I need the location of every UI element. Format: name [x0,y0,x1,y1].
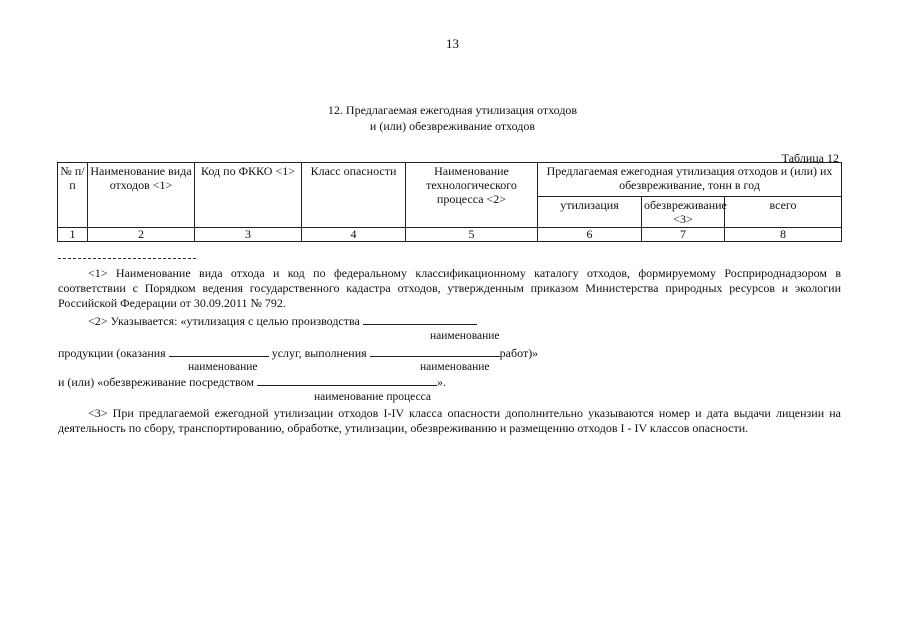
header-annual-utilization: Предлагаемая ежегодная утилизация отходов и (или) их обезвреживание, тонн в год [538,163,842,197]
blank-caption: наименование [430,330,500,342]
header-neutralization: обезвреживание <3> [642,197,725,228]
header-utilization: утилизация [538,197,642,228]
header-process-name: Наименование технологического процесса <2> [406,163,538,228]
production-blank [363,313,477,325]
footnote-2-lead-text: <2> Указывается: «утилизация с целью производства [88,314,360,328]
footnote-separator [58,258,196,259]
footnote-3: <3> При предлагаемой ежегодной утилизации отходов I-IV класса опасности дополнительно указываются номер и дата выдачи лицензии на деятельность по сбору, транспортированию, обработке, утилизации, обезвреживанию и размещению отходов I - IV классов опасности. [58,406,841,435]
blank-caption: наименование процесса [314,391,432,403]
column-number: 7 [642,228,725,242]
line2-text-c: работ)» [499,346,539,360]
footnote-1: <1> Наименование вида отхода и код по федеральному классификационному каталогу отходов, формируемому Росприроднадзором в соответствии с Порядком ведения государственного кадастра отходов, утвержденным приказом Министерства природных ресурсов и экологии Российской Федерации от 30.09.2011 № 792. [58,266,841,310]
table-label: Таблица 12 [781,151,839,165]
blank-caption: наименование [420,361,490,373]
line3-text-a: и (или) «обезвреживание посредством [58,375,254,389]
footnote-2-line2 [58,345,538,360]
header-total: всего [725,197,842,228]
line3-text-b: ». [436,375,446,389]
header-row-number: № п/п [58,163,88,228]
column-number: 8 [725,228,842,242]
services-blank [169,345,269,357]
works-blank [370,345,500,357]
footnote-2-lead [88,313,477,328]
page-number: 13 [446,36,459,51]
line2-text-b: услуг, выполнения [271,346,367,360]
footnote-2-line3 [58,374,446,389]
blank-caption: наименование [188,361,258,373]
section-title: 12. Предлагаемая ежегодная утилизация отходов [327,103,578,117]
header-waste-name: Наименование вида отходов <1> [88,163,195,228]
column-number: 2 [88,228,195,242]
line2-text-a: продукции (оказания [58,346,166,360]
column-number: 6 [538,228,642,242]
header-hazard-class: Класс опасности [302,163,406,228]
waste-utilization-table [57,162,842,242]
section-title-continued: и (или) обезвреживание отходов [369,119,536,133]
column-number: 5 [406,228,538,242]
column-number: 4 [302,228,406,242]
column-number: 3 [195,228,302,242]
header-fkko-code: Код по ФККО <1> [195,163,302,228]
process-blank [257,374,437,386]
column-number: 1 [58,228,88,242]
